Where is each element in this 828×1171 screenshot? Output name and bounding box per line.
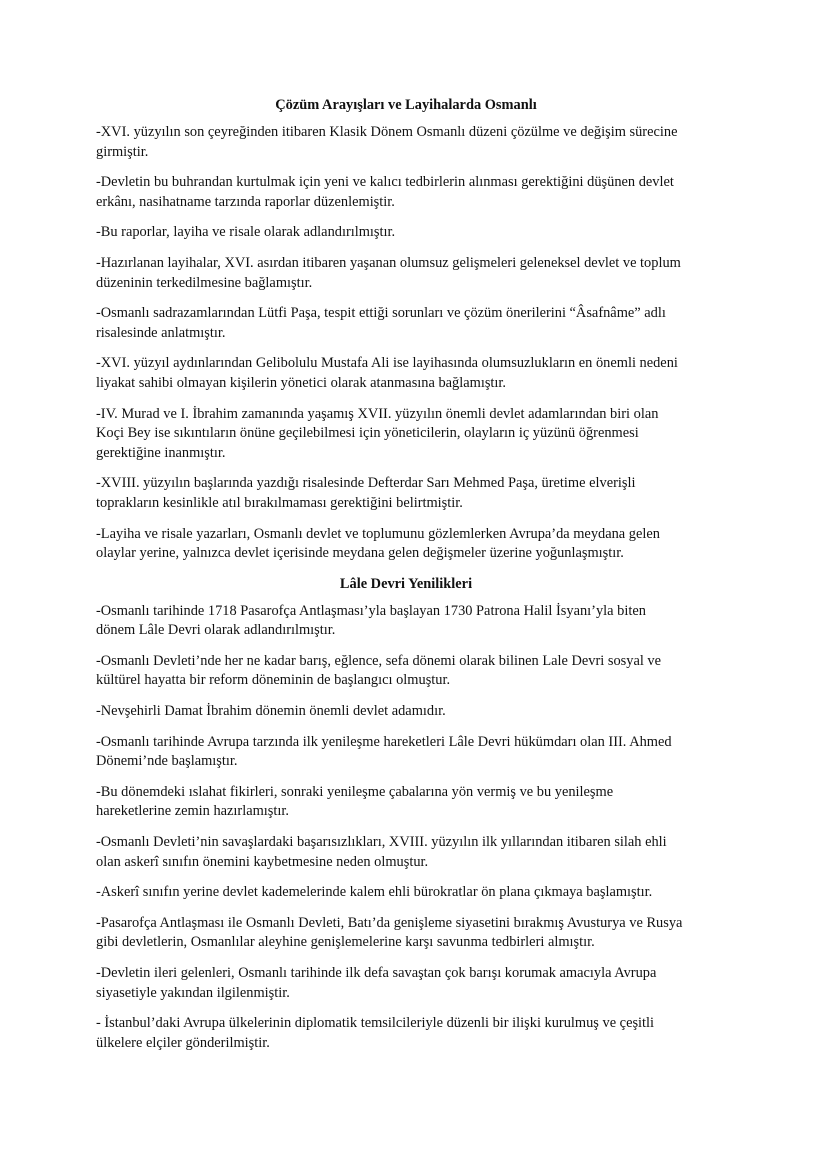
text-line: kültürel hayatta bir reform döneminin de başlangıcı olmuştur. — [96, 672, 451, 689]
text-line: olaylar yerine, yalnızca devlet içerisinde meydana gelen değişmeler üzerine yoğunlaşmıştır. — [96, 545, 624, 562]
text-line: -Osmanlı tarihinde 1718 Pasarofça Antlaşması’yla başlayan 1730 Patrona Halil İsyanı’yla biten — [96, 602, 646, 619]
paragraph — [96, 354, 716, 393]
text-line: - İstanbul’daki Avrupa ülkelerinin diplomatik temsilcileriyle düzenli bir ilişki kurulmuş ve çeşitli — [96, 1015, 655, 1032]
text-line: -Bu raporlar, layiha ve risale olarak adlandırılmıştır. — [96, 224, 396, 241]
text-line: liyakat sahibi olmayan kişilerin yönetici olarak atanmasına bağlamıştır. — [96, 374, 507, 391]
text-line: -XVIII. yüzyılın başlarında yazdığı risalesinde Defterdar Sarı Mehmed Paşa, üretime elverişli — [96, 475, 636, 492]
text-line: -Devletin ileri gelenleri, Osmanlı tarihinde ilk defa savaştan çok barışı korumak amacıyla Avrupa — [96, 965, 657, 981]
paragraph — [96, 833, 716, 872]
paragraph — [96, 254, 716, 293]
paragraph — [96, 173, 716, 212]
paragraph — [96, 223, 716, 243]
text-line: -XVI. yüzyıl aydınlarından Gelibolulu Mustafa Ali ise layihasında olumsuzlukların en önemli nedeni — [96, 355, 678, 372]
text-line: erkânı, nasihatname tarzında raporlar düzenlemiştir. — [96, 193, 395, 210]
paragraph — [96, 883, 716, 903]
text-line: gerektiğine inanmıştır. — [96, 444, 226, 461]
text-line: dönem Lâle Devri olarak adlandırılmıştır. — [96, 622, 336, 639]
text-line: ülkelere elçiler gönderilmiştir. — [96, 1034, 270, 1051]
text-line: -Askerî sınıfın yerine devlet kademelerinde kalem ehli bürokratlar ön plana çıkmaya başlamıştır. — [96, 884, 653, 901]
text-line: -Bu dönemdeki ıslahat fikirleri, sonraki yenileşme çabalarına yön vermiş ve bu yenileşme — [96, 783, 614, 800]
text-line: -Devletin bu buhrandan kurtulmak için yeni ve kalıcı tedbirlerin alınması gerektiğini düşünen devlet — [96, 174, 674, 191]
paragraph — [96, 702, 716, 722]
text-line: -XVI. yüzyılın son çeyreğinden itibaren Klasik Dönem Osmanlı düzeni çözülme ve değişim sürecine — [96, 124, 678, 140]
section-1-body — [96, 123, 716, 564]
text-line: hareketlerine zemin hazırlamıştır. — [96, 803, 289, 820]
text-line: toprakların kesinlikle atıl bırakılmaması gerektiğini belirtmiştir. — [96, 494, 463, 511]
paragraph — [96, 783, 716, 822]
paragraph — [96, 602, 716, 641]
section-1-title: Çözüm Arayışları ve Layihalarda Osmanlı — [275, 97, 537, 113]
text-line: -Hazırlanan layihalar, XVI. asırdan itibaren yaşanan olumsuz gelişmeleri geleneksel devlet ve toplum — [96, 254, 681, 271]
text-line: risalesinde anlatmıştır. — [96, 324, 226, 341]
text-line: -Osmanlı sadrazamlarından Lütfi Paşa, tespit ettiği sorunları ve çözüm önerilerini “Âsafnâme” adlı — [96, 305, 666, 322]
text-line: -Nevşehirli Damat İbrahim dönemin önemli devlet adamıdır. — [96, 703, 446, 720]
text-line: -IV. Murad ve I. İbrahim zamanında yaşamış XVII. yüzyılın önemli devlet adamlarından biri olan — [96, 405, 659, 422]
text-line: -Osmanlı tarihinde Avrupa tarzında ilk yenileşme hareketleri Lâle Devri hükümdarı olan III. Ahmed — [96, 733, 672, 750]
paragraph — [96, 525, 716, 564]
text-line: -Osmanlı Devleti’nin savaşlardaki başarısızlıkları, XVIII. yüzyılın ilk yıllarından itibaren silah ehli — [96, 834, 667, 851]
section-2-body — [96, 602, 716, 1054]
text-line: -Pasarofça Antlaşması ile Osmanlı Devleti, Batı’da genişleme siyasetini bırakmış Avusturya ve Rusya — [96, 914, 683, 931]
text-line: -Layiha ve risale yazarları, Osmanlı devlet ve toplumunu gözlemlerken Avrupa’da meydana gelen — [96, 525, 660, 542]
paragraph — [96, 123, 716, 162]
text-line: gibi devletlerin, Osmanlılar aleyhine genişlemelerine karşı savunma tedbirleri almıştır. — [96, 934, 595, 951]
paragraph — [96, 652, 716, 691]
paragraph — [96, 1014, 716, 1053]
paragraph — [96, 474, 716, 513]
paragraph — [96, 405, 716, 464]
text-line: -Osmanlı Devleti’nde her ne kadar barış, eğlence, sefa dönemi olarak bilinen Lale Devri sosyal ve — [96, 652, 662, 669]
section-2-title: Lâle Devri Yenilikleri — [339, 575, 473, 592]
text-line: Dönemi’nde başlamıştır. — [96, 753, 238, 770]
paragraph — [96, 964, 716, 1003]
text-line: siyasetiyle yakından ilgilenmiştir. — [96, 984, 290, 1001]
text-line: Koçi Bey ise sıkıntıların önüne geçilebilmesi için yöneticilerin, olayların iç yüzünü öğrenmesi — [96, 425, 639, 442]
text-line: girmiştir. — [96, 143, 149, 160]
paragraph — [96, 733, 716, 772]
paragraph — [96, 304, 716, 343]
text-line: olan askerî sınıfın önemini kaybetmesine neden olmuştur. — [96, 853, 429, 870]
text-line: düzeninin terkedilmesine bağlamıştır. — [96, 274, 313, 291]
paragraph — [96, 914, 716, 953]
